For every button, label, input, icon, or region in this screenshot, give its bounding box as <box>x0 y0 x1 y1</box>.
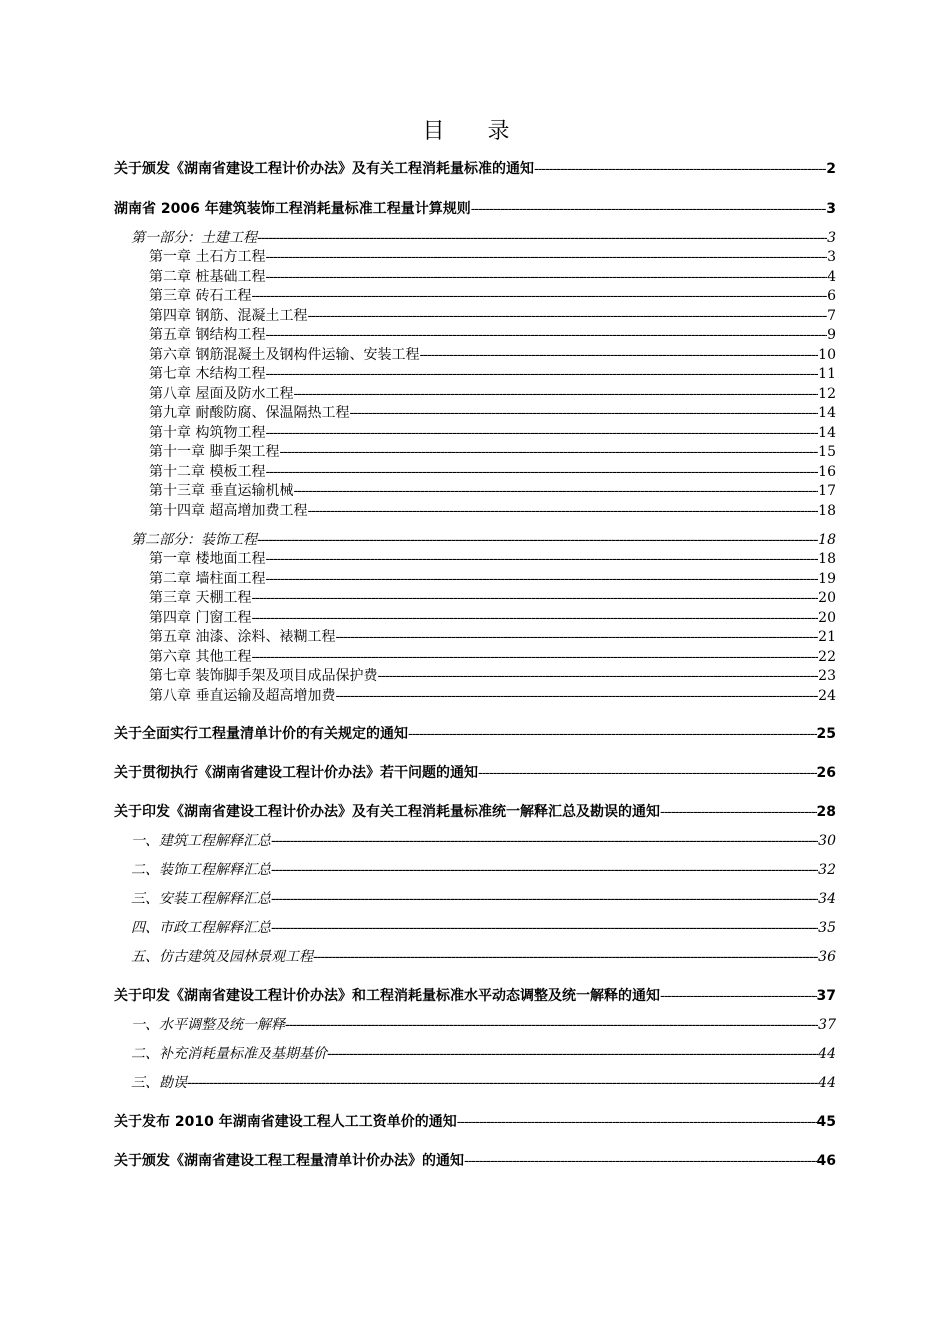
toc-label: 关于印发《湖南省建设工程计价办法》和工程消耗量标准水平动态调整及统一解释的通知 <box>114 988 660 1004</box>
dot-leader <box>271 833 818 849</box>
toc-label: 第八章 垂直运输及超高增加费 <box>149 688 336 704</box>
dot-leader <box>307 308 827 324</box>
toc-page-number: 44 <box>818 1075 836 1091</box>
dot-leader <box>534 162 826 177</box>
toc-part-entry[interactable] <box>131 529 836 549</box>
toc-page-number: 34 <box>818 891 836 907</box>
toc-label: 第十二章 模板工程 <box>149 464 266 480</box>
toc-chapter-entry[interactable] <box>149 646 836 666</box>
toc-page-number: 4 <box>827 269 836 285</box>
toc-page-number: 17 <box>818 483 836 499</box>
toc-chapter-entry[interactable] <box>149 441 836 461</box>
toc-label: 第三章 天棚工程 <box>149 590 252 606</box>
toc-label: 三、安装工程解释汇总 <box>131 891 271 907</box>
toc-label: 关于印发《湖南省建设工程计价办法》及有关工程消耗量标准统一解释汇总及勘误的通知 <box>114 804 660 820</box>
dot-leader <box>419 347 818 363</box>
toc-sub-entry[interactable] <box>131 830 836 850</box>
toc-chapter-entry[interactable] <box>149 383 836 403</box>
toc-page-number: 32 <box>818 862 836 878</box>
toc-chapter-entry[interactable] <box>149 587 836 607</box>
toc-chapter-entry[interactable] <box>149 500 836 520</box>
toc-chapter-entry[interactable] <box>149 685 836 705</box>
toc-chapter-entry[interactable] <box>149 422 836 442</box>
toc-label: 四、市政工程解释汇总 <box>131 920 271 936</box>
toc-entry[interactable] <box>114 1150 836 1170</box>
toc-page-number: 3 <box>827 230 836 246</box>
toc-label: 第七章 装饰脚手架及项目成品保护费 <box>149 668 378 684</box>
dot-leader <box>349 405 818 421</box>
dot-leader <box>471 202 827 217</box>
toc-page-number: 6 <box>827 288 836 304</box>
toc-sub-entry[interactable] <box>131 1072 836 1092</box>
toc-page-number: 25 <box>816 726 836 742</box>
toc-label: 第八章 屋面及防水工程 <box>149 386 294 402</box>
toc-chapter-entry[interactable] <box>149 266 836 286</box>
toc-page-number: 23 <box>818 668 836 684</box>
dot-leader <box>265 366 818 382</box>
toc-entry[interactable] <box>114 1111 836 1131</box>
dot-leader <box>265 571 818 587</box>
toc-label: 二、补充消耗量标准及基期基价 <box>131 1046 327 1062</box>
toc-label: 湖南省 2006 年建筑装饰工程消耗量标准工程量计算规则 <box>114 201 471 217</box>
toc-label: 第七章 木结构工程 <box>149 366 266 382</box>
toc-label: 第三章 砖石工程 <box>149 288 252 304</box>
toc-page-number: 22 <box>818 649 836 665</box>
toc-label: 第六章 钢筋混凝土及钢构件运输、安装工程 <box>149 347 420 363</box>
toc-chapter-entry[interactable] <box>149 363 836 383</box>
toc-label: 关于全面实行工程量清单计价的有关规定的通知 <box>114 726 408 742</box>
toc-label: 关于发布 2010 年湖南省建设工程人工工资单价的通知 <box>114 1114 457 1130</box>
toc-label: 第五章 钢结构工程 <box>149 327 266 343</box>
toc-label: 一、建筑工程解释汇总 <box>131 833 271 849</box>
toc-page-number: 3 <box>826 201 836 217</box>
toc-page-number: 14 <box>818 405 836 421</box>
toc-sub-entry[interactable] <box>131 859 836 879</box>
toc-sub-entry[interactable] <box>131 1043 836 1063</box>
toc-label: 一、水平调整及统一解释 <box>131 1017 285 1033</box>
toc-page-number: 14 <box>818 425 836 441</box>
dot-leader <box>265 327 827 343</box>
toc-page-number: 28 <box>816 804 836 820</box>
toc-page-number: 12 <box>818 386 836 402</box>
dot-leader <box>265 249 827 265</box>
toc-label: 第二部分：装饰工程 <box>131 532 257 548</box>
toc-label: 第四章 钢筋、混凝土工程 <box>149 308 308 324</box>
dot-leader <box>251 610 818 626</box>
dot-leader <box>327 1046 818 1062</box>
dot-leader <box>251 590 818 606</box>
toc-chapter-entry[interactable] <box>149 626 836 646</box>
toc-page-number: 45 <box>816 1114 836 1130</box>
dot-leader <box>335 688 818 704</box>
toc-page-number: 10 <box>818 347 836 363</box>
toc-label: 第一章 楼地面工程 <box>149 551 266 567</box>
toc-label: 二、装饰工程解释汇总 <box>131 862 271 878</box>
toc-page-number: 30 <box>818 833 836 849</box>
dot-leader <box>187 1075 818 1091</box>
toc-page-number: 2 <box>826 161 836 177</box>
toc-entry[interactable] <box>114 801 836 821</box>
toc-page-number: 11 <box>818 366 836 382</box>
toc-part-entry[interactable] <box>131 227 836 247</box>
toc-page-number: 21 <box>818 629 836 645</box>
toc-page-number: 20 <box>818 590 836 606</box>
toc-label: 第四章 门窗工程 <box>149 610 252 626</box>
toc-label: 关于颁发《湖南省建设工程计价办法》及有关工程消耗量标准的通知 <box>114 161 534 177</box>
toc-page-number: 26 <box>816 765 836 781</box>
dot-leader <box>457 1115 817 1130</box>
toc-page-number: 24 <box>818 688 836 704</box>
dot-leader <box>265 551 818 567</box>
toc-chapter-entry[interactable] <box>149 665 836 685</box>
toc-sub-entry[interactable] <box>131 946 836 966</box>
toc-page-number: 7 <box>827 308 836 324</box>
dot-leader <box>293 483 818 499</box>
dot-leader <box>660 805 817 820</box>
toc-page-number: 35 <box>818 920 836 936</box>
dot-leader <box>271 862 818 878</box>
toc-chapter-entry[interactable] <box>149 305 836 325</box>
dot-leader <box>251 649 818 665</box>
toc-page-number: 20 <box>818 610 836 626</box>
dot-leader <box>408 727 817 742</box>
toc-label: 五、仿古建筑及园林景观工程 <box>131 949 313 965</box>
dot-leader <box>285 1017 818 1033</box>
toc-page-number: 37 <box>816 988 836 1004</box>
dot-leader <box>257 532 818 548</box>
dot-leader <box>377 668 818 684</box>
toc-chapter-entry[interactable] <box>149 402 836 422</box>
toc-chapter-entry[interactable] <box>149 285 836 305</box>
page-title: 目 录 <box>422 119 528 144</box>
toc-chapter-entry[interactable] <box>149 548 836 568</box>
toc-sub-entry[interactable] <box>131 917 836 937</box>
dot-leader <box>251 288 827 304</box>
toc-page-number: 19 <box>818 571 836 587</box>
toc-label: 第十四章 超高增加费工程 <box>149 503 308 519</box>
toc-page-number: 15 <box>818 444 836 460</box>
dot-leader <box>478 766 817 781</box>
toc-label: 三、勘误 <box>131 1075 187 1091</box>
dot-leader <box>257 230 827 246</box>
toc-label: 第五章 油漆、涂料、裱糊工程 <box>149 629 336 645</box>
dot-leader <box>335 629 818 645</box>
dot-leader <box>265 464 818 480</box>
toc-page-number: 18 <box>818 503 836 519</box>
toc-page-number: 16 <box>818 464 836 480</box>
toc-sub-entry[interactable] <box>131 1014 836 1034</box>
toc-label: 第十一章 脚手架工程 <box>149 444 280 460</box>
toc-entry[interactable] <box>114 985 836 1005</box>
toc-chapter-entry[interactable] <box>149 480 836 500</box>
toc-label: 第一部分：土建工程 <box>131 230 257 246</box>
toc-chapter-entry[interactable] <box>149 344 836 364</box>
toc-label: 第二章 墙柱面工程 <box>149 571 266 587</box>
toc-entry[interactable] <box>114 198 836 218</box>
toc-label: 第九章 耐酸防腐、保温隔热工程 <box>149 405 350 421</box>
toc-label: 第十三章 垂直运输机械 <box>149 483 294 499</box>
toc-label: 第二章 桩基础工程 <box>149 269 266 285</box>
toc-entry[interactable] <box>114 158 836 178</box>
dot-leader <box>293 386 818 402</box>
toc-chapter-entry[interactable] <box>149 607 836 627</box>
toc-label: 第十章 构筑物工程 <box>149 425 266 441</box>
toc-entry[interactable] <box>114 723 836 743</box>
toc-page-number: 37 <box>818 1017 836 1033</box>
toc-chapter-entry[interactable] <box>149 246 836 266</box>
toc-page-number: 46 <box>816 1153 836 1169</box>
toc-page-number: 3 <box>827 249 836 265</box>
dot-leader <box>271 891 818 907</box>
dot-leader <box>307 503 818 519</box>
toc-label: 第一章 土石方工程 <box>149 249 266 265</box>
toc-entry[interactable] <box>114 762 836 782</box>
dot-leader <box>464 1154 817 1169</box>
dot-leader <box>271 920 818 936</box>
toc-label: 关于贯彻执行《湖南省建设工程计价办法》若干问题的通知 <box>114 765 478 781</box>
toc-sub-entry[interactable] <box>131 888 836 908</box>
dot-leader <box>265 269 827 285</box>
toc-label: 关于颁发《湖南省建设工程工程量清单计价办法》的通知 <box>114 1153 464 1169</box>
toc-label: 第六章 其他工程 <box>149 649 252 665</box>
toc-chapter-entry[interactable] <box>149 461 836 481</box>
dot-leader <box>313 949 818 965</box>
toc-chapter-entry[interactable] <box>149 324 836 344</box>
toc-page-number: 36 <box>818 949 836 965</box>
toc-page-number: 18 <box>818 532 836 548</box>
dot-leader <box>265 425 818 441</box>
dot-leader <box>279 444 818 460</box>
toc-page-number: 44 <box>818 1046 836 1062</box>
toc-page-number: 9 <box>827 327 836 343</box>
toc-chapter-entry[interactable] <box>149 568 836 588</box>
dot-leader <box>660 989 817 1004</box>
toc-page-number: 18 <box>818 551 836 567</box>
